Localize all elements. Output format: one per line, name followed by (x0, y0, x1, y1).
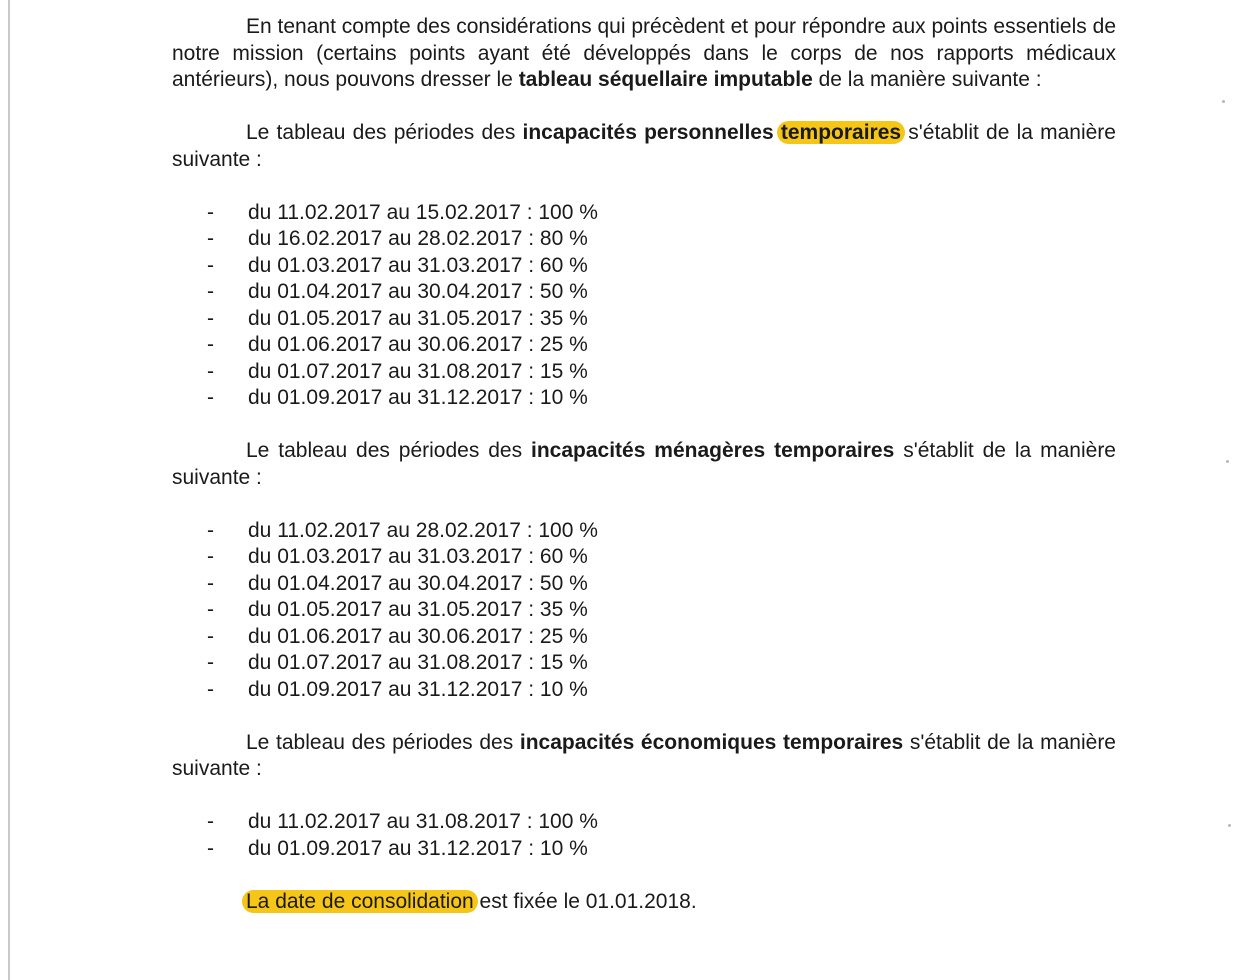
personnelles-bold-term: incapacités personnelles (522, 121, 774, 144)
period-list-item (172, 518, 1116, 545)
period-text: du 11.02.2017 au 28.02.2017 : 100 % (248, 518, 598, 542)
list-dash-marker: - (207, 227, 214, 250)
period-text: du 01.05.2017 au 31.05.2017 : 35 % (248, 306, 588, 330)
period-list-item (172, 200, 1116, 227)
period-list-item (172, 332, 1116, 359)
economiques-bold-term: incapacités économiques temporaires (519, 730, 904, 754)
period-list-item (172, 385, 1116, 412)
period-text: du 01.03.2017 au 31.03.2017 : 60 % (248, 253, 588, 277)
spacer (172, 412, 1116, 439)
period-text: du 01.09.2017 au 31.12.2017 : 10 % (248, 836, 588, 860)
list-dash-marker: - (207, 359, 214, 383)
period-text: du 11.02.2017 au 31.08.2017 : 100 % (248, 810, 598, 833)
period-list-item (172, 677, 1116, 704)
personnelles-period-list (172, 200, 1116, 412)
list-dash-marker: - (207, 253, 214, 277)
period-list-item (172, 306, 1116, 333)
period-list-item (172, 624, 1116, 651)
scan-speck (1228, 824, 1231, 827)
list-dash-marker: - (207, 677, 214, 701)
period-text: du 11.02.2017 au 15.02.2017 : 100 % (248, 200, 598, 224)
list-dash-marker: - (207, 306, 214, 330)
period-list-item (172, 571, 1116, 598)
period-list-item (172, 253, 1116, 280)
consolidation-rest: est fixée le 01.01.2018. (473, 889, 697, 913)
period-text: du 01.09.2017 au 31.12.2017 : 10 % (248, 386, 588, 409)
intro-text-after: de la manière suivante : (812, 68, 1042, 91)
scan-speck (1222, 100, 1225, 103)
menageres-period-list (172, 518, 1116, 704)
list-dash-marker: - (207, 624, 214, 648)
menageres-bold-term: incapacités ménagères temporaires (531, 439, 895, 462)
period-text: du 01.07.2017 au 31.08.2017 : 15 % (248, 359, 588, 383)
list-dash-marker: - (207, 651, 214, 674)
list-dash-marker: - (207, 200, 214, 224)
document-page (172, 14, 1116, 915)
period-text: du 01.06.2017 au 30.06.2017 : 25 % (248, 333, 588, 356)
period-text: du 01.06.2017 au 30.06.2017 : 25 % (248, 624, 588, 648)
period-list-item (172, 597, 1116, 624)
menageres-prefix: Le tableau des périodes des (246, 439, 531, 462)
list-dash-marker: - (207, 333, 214, 356)
menageres-suffix: s'établit de la manière suivante : (172, 439, 1116, 489)
economiques-period-list (172, 809, 1116, 862)
economiques-suffix: s'établit de la manière suivante : (172, 730, 1116, 780)
personnelles-heading (172, 120, 1116, 173)
spacer (172, 94, 1116, 121)
list-dash-marker: - (207, 836, 214, 860)
period-text: du 16.02.2017 au 28.02.2017 : 80 % (248, 227, 588, 250)
period-list-item (172, 836, 1116, 863)
spacer (172, 491, 1116, 518)
period-list-item (172, 544, 1116, 571)
period-text: du 01.03.2017 au 31.03.2017 : 60 % (248, 545, 588, 568)
list-dash-marker: - (207, 518, 214, 542)
page-left-edge (8, 0, 10, 980)
list-dash-marker: - (207, 571, 214, 595)
personnelles-prefix: Le tableau des périodes des (246, 121, 523, 144)
period-list-item (172, 650, 1116, 677)
intro-text-before: En tenant compte des considérations qui précèdent et pour répondre aux points essentiels de notre mission (certains points ayant été développés dans le corps de nos rapports médicaux antérieurs), nous pouvons dresser le (172, 15, 1116, 91)
spacer (172, 173, 1116, 200)
list-dash-marker: - (207, 810, 214, 833)
period-text: du 01.04.2017 au 30.04.2017 : 50 % (248, 280, 588, 303)
spacer (172, 862, 1116, 889)
spacer (172, 703, 1116, 730)
consolidation-highlight: La date de consolidation (242, 890, 478, 913)
economiques-heading (172, 730, 1116, 783)
period-text: du 01.07.2017 au 31.08.2017 : 15 % (248, 651, 588, 674)
period-list-item (172, 279, 1116, 306)
period-text: du 01.04.2017 au 30.04.2017 : 50 % (248, 571, 588, 595)
intro-bold-term: tableau séquellaire imputable (518, 68, 813, 91)
period-text: du 01.05.2017 au 31.05.2017 : 35 % (248, 598, 588, 621)
intro-paragraph (172, 14, 1116, 94)
spacer (172, 783, 1116, 810)
scan-speck (1226, 460, 1229, 463)
list-dash-marker: - (207, 386, 214, 409)
period-list-item (172, 809, 1116, 836)
personnelles-suffix: s'établit de la manière suivante : (172, 121, 1116, 171)
list-dash-marker: - (207, 280, 214, 303)
period-list-item (172, 226, 1116, 253)
consolidation-sentence (172, 889, 1116, 916)
list-dash-marker: - (207, 545, 214, 568)
period-list-item (172, 359, 1116, 386)
economiques-prefix: Le tableau des périodes des (246, 730, 520, 754)
personnelles-highlight: temporaires (777, 121, 905, 144)
menageres-heading (172, 438, 1116, 491)
period-text: du 01.09.2017 au 31.12.2017 : 10 % (248, 677, 588, 701)
list-dash-marker: - (207, 598, 214, 621)
